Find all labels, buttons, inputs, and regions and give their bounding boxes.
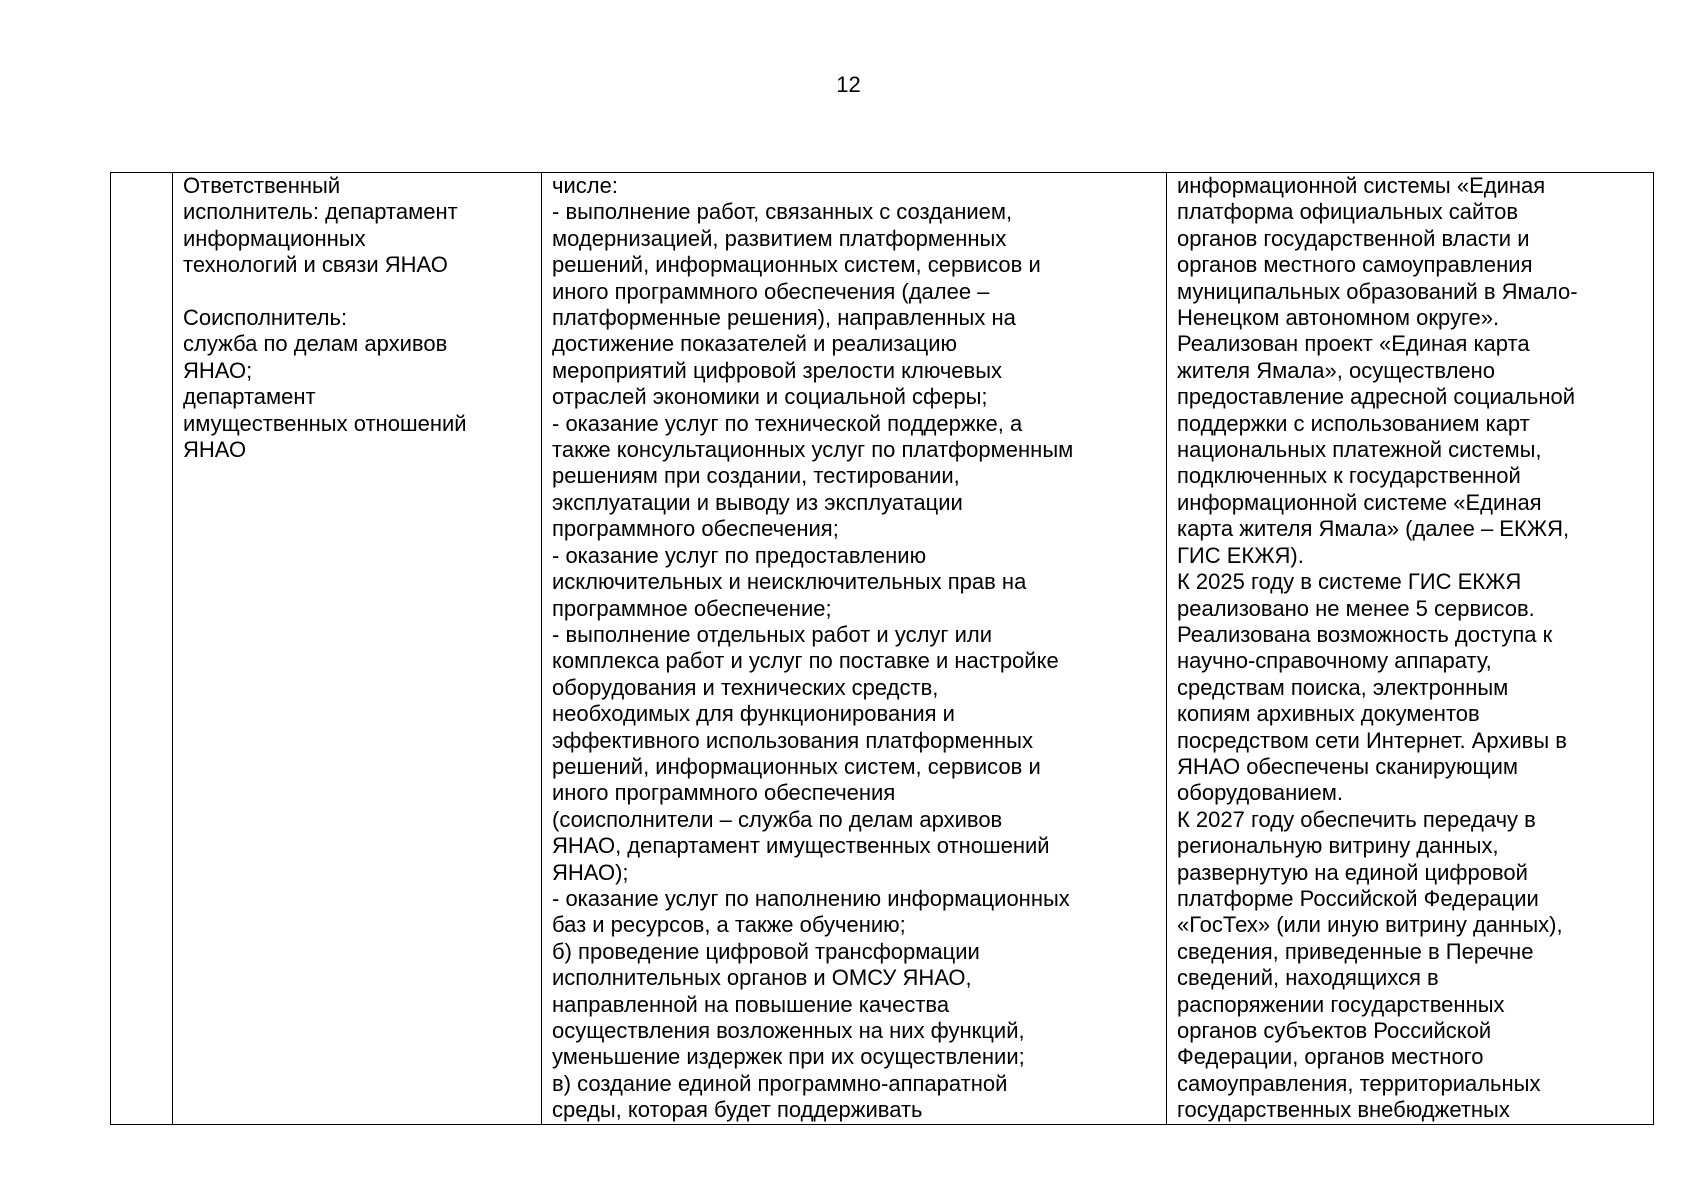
expected-results-cell xyxy=(1167,173,1654,1125)
document-table xyxy=(110,172,1654,1125)
responsible-executor-text: Ответственный исполнитель: департамент информационных технологий и связи ЯНАО Соисполнитель: служба по делам архивов ЯНАО; департамент имущественных отношений ЯНАО xyxy=(183,173,467,463)
page-number: 12 xyxy=(836,72,861,97)
table-row xyxy=(111,173,1654,1125)
expected-results-text: информационной системы «Единая платформа официальных сайтов органов государственной власти и органов местного самоуправления муниципальных образований в Ямало- Ненецком автономном округе». Реализован проект «Единая карта жителя Ямала», осуществлено предоставление адресной социальной поддержки с использованием карт национальных платежной системы, подключенных к государственной информационной системе «Единая карта жителя Ямала» (далее – ЕКЖЯ, ГИС ЕКЖЯ). К 2025 году в системе ГИС ЕКЖЯ реализовано не менее 5 сервисов. Реализована возможность доступа к научно-справочному аппарату, средствам поиска, электронным копиям архивных документов посредством сети Интернет. Архивы в ЯНАО обеспечены сканирующим оборудованием. К 2027 году обеспечить передачу в региональную витрину данных, развернутую на единой цифровой платформе Российской Федерации «ГосТех» (или иную витрину данных), сведения, приведенные в Перечне сведений, находящихся в распоряжении государственных органов субъектов Российской Федерации, органов местного самоуправления, территориальных государственных внебюджетных xyxy=(1177,173,1578,1123)
tasks-description-text: числе: - выполнение работ, связанных с созданием, модернизацией, развитием платформенных решений, информационных систем, сервисов и иного программного обеспечения (далее – платформенные решения), направленных на достижение показателей и реализацию мероприятий цифровой зрелости ключевых отраслей экономики и социальной сферы; - оказание услуг по технической поддержке, а также консультационных услуг по платформенным решениям при создании, тестировании, эксплуатации и выводу из эксплуатации программного обеспечения; - оказание услуг по предоставлению исключительных и неисключительных прав на программное обеспечение; - выполнение отдельных работ и услуг или комплекса работ и услуг по поставке и настройке оборудования и технических средств, необходимых для функционирования и эффективного использования платформенных решений, информационных систем, сервисов и иного программного обеспечения (соисполнители – служба по делам архивов ЯНАО, департамент имущественных отношений ЯНАО); - оказание услуг по наполнению информационных баз и ресурсов, а также обучению; б) проведение цифровой трансформации исполнительных органов и ОМСУ ЯНАО, направленной на повышение качества осуществления возложенных на них функций, уменьшение издержек при их осуществлении; в) создание единой программно-аппаратной среды, которая будет поддерживать xyxy=(552,173,1074,1123)
tasks-description-cell xyxy=(542,173,1167,1125)
row-number-cell xyxy=(111,173,173,1125)
responsible-executor-cell xyxy=(173,173,542,1125)
